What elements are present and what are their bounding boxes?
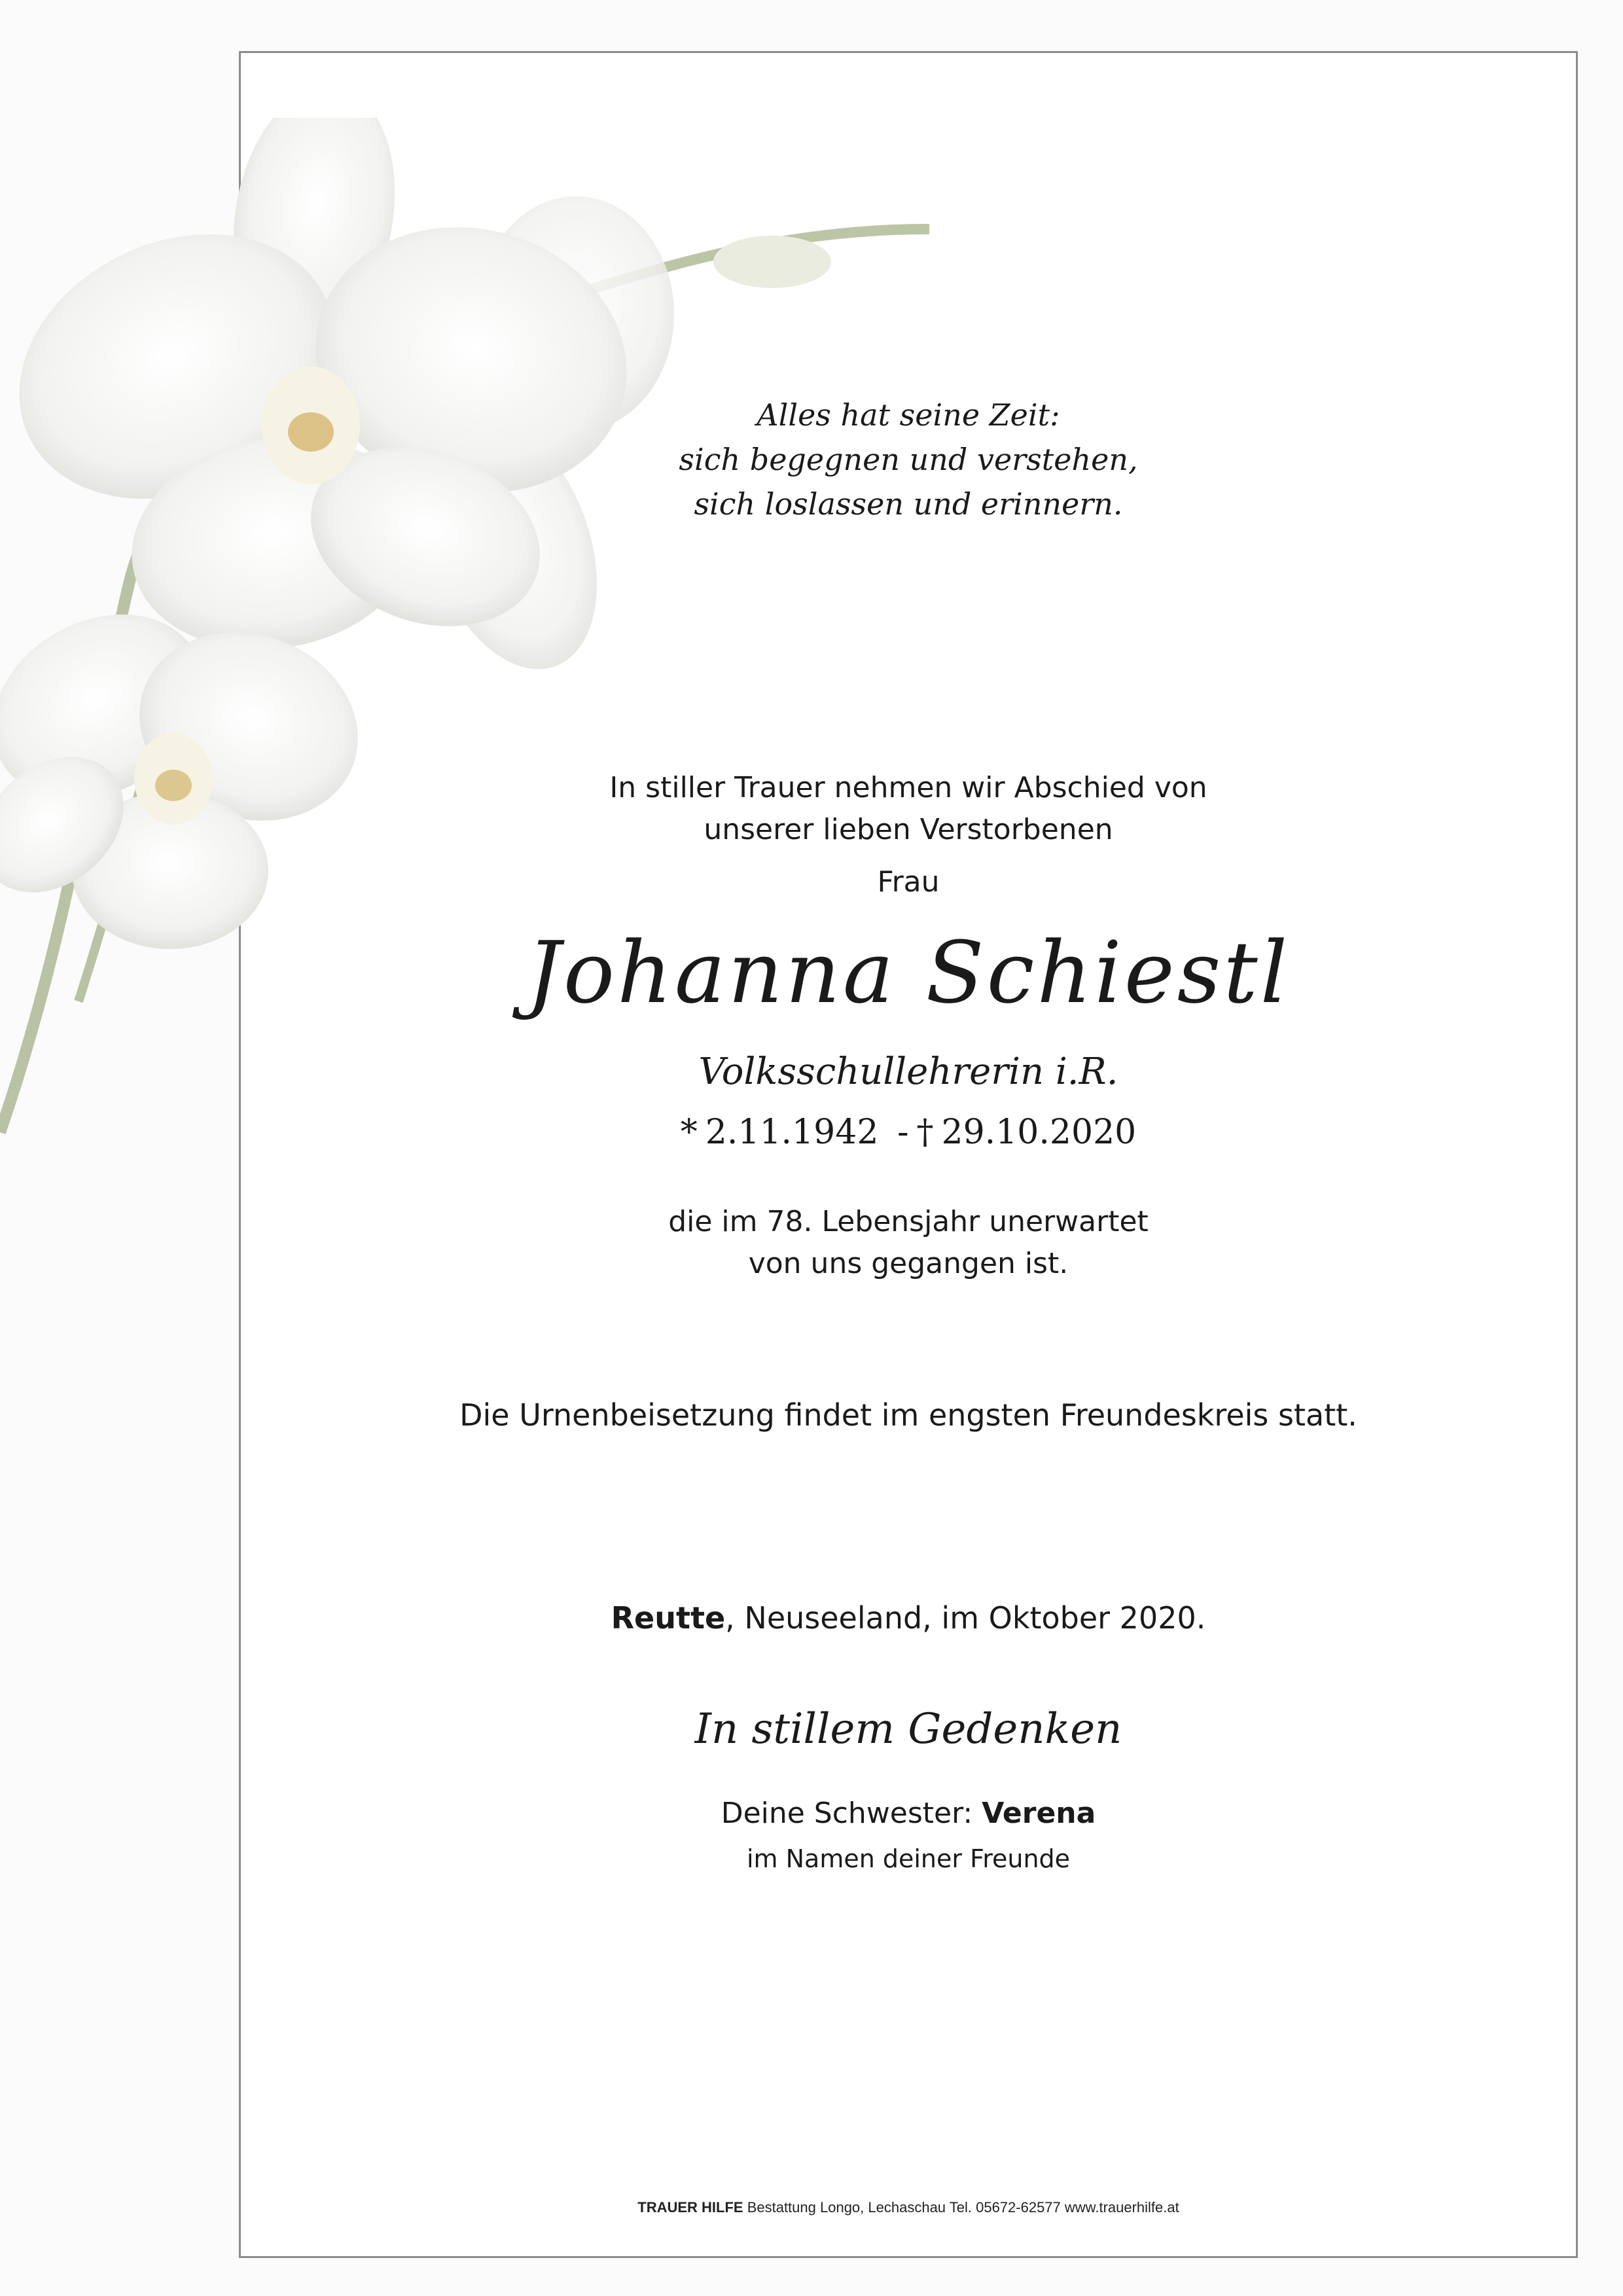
mourner-prefix: Deine Schwester:	[721, 1797, 982, 1830]
quote-line-1: Alles hat seine Zeit:	[757, 397, 1060, 433]
title-frau: Frau	[877, 865, 940, 899]
quote-line-3: sich loslassen und erinnern.	[694, 486, 1123, 522]
quote	[239, 393, 1578, 526]
mourner-line	[239, 1797, 1578, 1830]
age-line-1: die im 78. Lebensjahr unerwartet	[668, 1205, 1149, 1238]
age-text	[239, 1201, 1578, 1285]
place-date	[239, 1600, 1578, 1636]
deceased-role: Volksschullehrerin i.R.	[698, 1050, 1118, 1093]
deceased-name: Johanna Schiestl	[526, 923, 1291, 1022]
intro-line-1: In stiller Trauer nehmen wir Abschied von	[609, 771, 1207, 804]
birth-star-icon: *	[680, 1113, 698, 1152]
place-rest: , Neuseeland, im Oktober 2020.	[725, 1600, 1206, 1636]
mourner-friends: im Namen deiner Freunde	[746, 1844, 1071, 1873]
intro-text	[239, 767, 1578, 851]
death-date: 29.10.2020	[941, 1113, 1137, 1152]
quote-line-2: sich begegnen und verstehen,	[679, 442, 1138, 477]
in-memory-heading: In stillem Gedenken	[694, 1705, 1122, 1753]
place-town: Reutte	[611, 1600, 726, 1636]
intro-line-2: unserer lieben Verstorbenen	[704, 813, 1113, 846]
death-cross-icon: †	[916, 1113, 934, 1152]
mourner-name: Verena	[982, 1797, 1096, 1830]
footer	[239, 2199, 1578, 2216]
footer-brand: TRAUER HILFE	[637, 2199, 743, 2215]
burial-notice: Die Urnenbeisetzung findet im engsten Freundeskreis statt.	[459, 1397, 1357, 1433]
life-dates	[239, 1113, 1578, 1152]
date-separator: -	[897, 1113, 909, 1152]
footer-text: Bestattung Longo, Lechaschau Tel. 05672-62577 www.trauerhilfe.at	[743, 2199, 1179, 2215]
birth-date: 2.11.1942	[705, 1113, 879, 1152]
age-line-2: von uns gegangen ist.	[748, 1247, 1069, 1280]
